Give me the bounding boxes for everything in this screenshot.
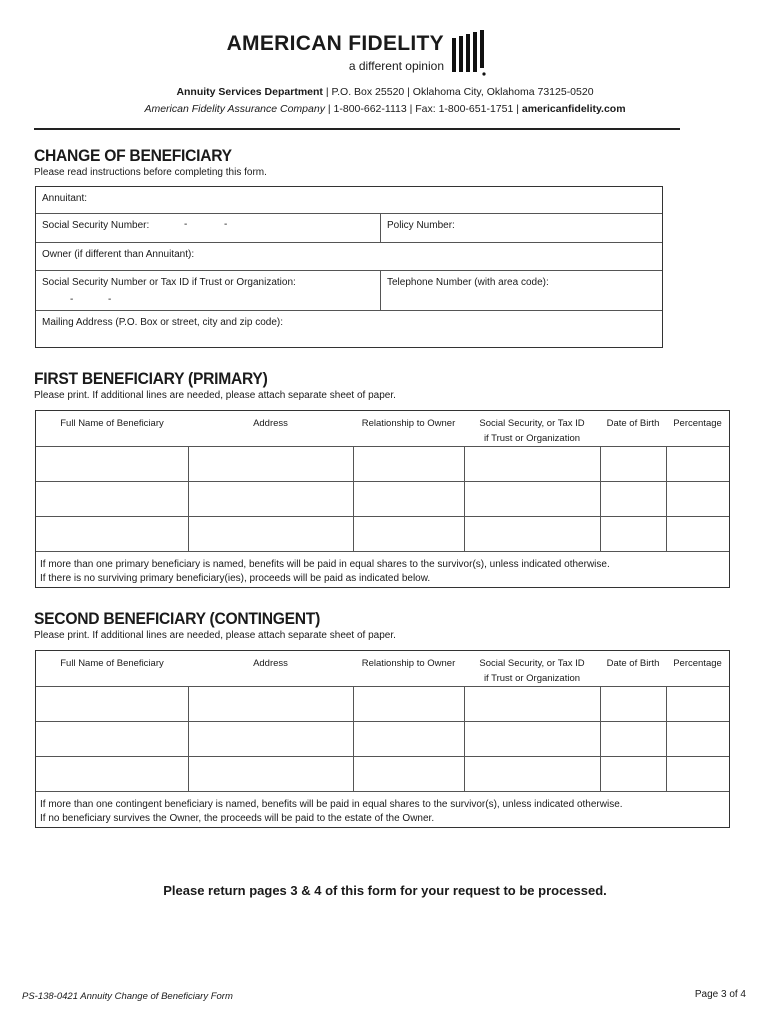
address-cell[interactable] — [188, 687, 353, 721]
relationship-cell[interactable] — [353, 517, 464, 551]
dob-cell[interactable] — [600, 447, 666, 481]
primary-table-note — [36, 551, 729, 587]
company-legal-name: American Fidelity Assurance Company — [144, 103, 325, 115]
address-cell[interactable] — [188, 722, 353, 756]
address-cell[interactable] — [188, 517, 353, 551]
address-cell[interactable] — [188, 757, 353, 791]
company-logo — [222, 30, 502, 78]
return-instruction: Please return pages 3 & 4 of this form for your request to be processed. — [163, 883, 607, 898]
address-cell[interactable] — [188, 482, 353, 516]
percentage-cell[interactable] — [666, 447, 729, 481]
primary-instruction: Please print. If additional lines are needed, please attach separate sheet of paper. — [34, 390, 396, 401]
ssn-dash-2: - — [224, 219, 228, 230]
ssn-cell[interactable] — [464, 482, 600, 516]
dob-cell[interactable] — [600, 517, 666, 551]
header-divider — [34, 128, 680, 130]
col-address: Address — [253, 418, 288, 429]
company-tagline: a different opinion — [348, 59, 444, 73]
department-name: Annuity Services Department — [176, 86, 323, 98]
col-ssn-tax-id: Social Security, or Tax ID if Trust or Organization — [479, 418, 585, 444]
percentage-cell[interactable] — [666, 687, 729, 721]
contingent-beneficiary-title: SECOND BENEFICIARY (CONTINGENT) — [34, 609, 321, 628]
owner-ssn-phone-row — [36, 271, 662, 311]
col-address: Address — [253, 658, 288, 669]
contingent-instruction: Please print. If additional lines are needed, please attach separate sheet of paper. — [34, 630, 396, 641]
owner-label: Owner (if different than Annuitant): — [42, 249, 195, 260]
table-row — [36, 721, 729, 756]
telephone-field[interactable] — [380, 271, 662, 310]
department-address — [0, 86, 770, 98]
ssn-cell[interactable] — [464, 722, 600, 756]
page-number: Page 3 of 4 — [694, 989, 746, 1000]
contingent-note-line-2: If no beneficiary survives the Owner, the proceeds will be paid to the estate of the Owner. — [40, 813, 435, 824]
col-date-of-birth: Date of Birth — [606, 658, 660, 669]
change-of-beneficiary-title: CHANGE OF BENEFICIARY — [34, 146, 232, 165]
col-percentage: Percentage — [673, 418, 722, 429]
change-instruction: Please read instructions before completing this form. — [34, 167, 267, 178]
policy-number-label: Policy Number: — [387, 220, 455, 231]
annuitant-label: Annuitant: — [42, 193, 88, 204]
primary-beneficiary-table — [35, 410, 730, 588]
col-full-name: Full Name of Beneficiary — [60, 418, 164, 429]
table-row — [36, 446, 729, 481]
contingent-table-header — [36, 651, 729, 683]
name-cell[interactable] — [36, 757, 188, 791]
ssn-cell[interactable] — [464, 517, 600, 551]
col-full-name: Full Name of Beneficiary — [60, 658, 164, 669]
percentage-cell[interactable] — [666, 482, 729, 516]
name-cell[interactable] — [36, 482, 188, 516]
ssn-cell[interactable] — [464, 447, 600, 481]
bars-logo-icon — [450, 30, 490, 76]
ssn-dash-1: - — [184, 219, 188, 230]
contingent-note-line-1: If more than one contingent beneficiary is named, benefits will be paid in equal shares to the survivor(s), unless indicated otherwise. — [40, 799, 623, 810]
mailing-address-row — [36, 311, 662, 347]
mailing-address-label: Mailing Address (P.O. Box or street, city and zip code): — [42, 317, 284, 328]
name-cell[interactable] — [36, 722, 188, 756]
website-link[interactable]: americanfidelity.com — [521, 103, 626, 115]
table-row — [36, 481, 729, 516]
dob-cell[interactable] — [600, 722, 666, 756]
col-ssn-tax-id: Social Security, or Tax ID if Trust or Organization — [479, 658, 585, 684]
table-row — [36, 516, 729, 551]
primary-table-header — [36, 411, 729, 443]
table-row — [36, 756, 729, 791]
primary-note-line-1: If more than one primary beneficiary is named, benefits will be paid in equal shares to the survivor(s), unless indicated otherwise. — [40, 559, 610, 570]
phone-fax: | 1-800-662-1113 | Fax: 1-800-651-1751 | — [324, 103, 522, 115]
primary-beneficiary-title: FIRST BENEFICIARY (PRIMARY) — [34, 369, 268, 388]
annuitant-row — [36, 187, 662, 214]
name-cell[interactable] — [36, 517, 188, 551]
owner-row — [36, 243, 662, 271]
percentage-cell[interactable] — [666, 757, 729, 791]
relationship-cell[interactable] — [353, 687, 464, 721]
relationship-cell[interactable] — [353, 722, 464, 756]
owner-ssn-dash-2: - — [108, 294, 112, 305]
postal-address: | P.O. Box 25520 | Oklahoma City, Oklahoma 73125-0520 — [322, 86, 594, 98]
relationship-cell[interactable] — [353, 447, 464, 481]
name-cell[interactable] — [36, 687, 188, 721]
dob-cell[interactable] — [600, 757, 666, 791]
col-percentage: Percentage — [673, 658, 722, 669]
dob-cell[interactable] — [600, 482, 666, 516]
annuitant-ssn-field[interactable] — [36, 214, 380, 242]
ssn-policy-row — [36, 214, 662, 243]
relationship-cell[interactable] — [353, 757, 464, 791]
table-row — [36, 686, 729, 721]
col-relationship: Relationship to Owner — [361, 658, 456, 669]
owner-field[interactable] — [36, 243, 662, 270]
col-relationship: Relationship to Owner — [361, 418, 456, 429]
name-cell[interactable] — [36, 447, 188, 481]
dob-cell[interactable] — [600, 687, 666, 721]
owner-ssn-field[interactable] — [36, 271, 380, 310]
telephone-label: Telephone Number (with area code): — [387, 277, 549, 288]
address-cell[interactable] — [188, 447, 353, 481]
col-date-of-birth: Date of Birth — [606, 418, 660, 429]
ssn-cell[interactable] — [464, 687, 600, 721]
owner-ssn-label: Social Security Number or Tax ID if Trust or Organization: — [42, 277, 296, 288]
company-name: AMERICAN FIDELITY — [226, 32, 444, 55]
contingent-table-note — [36, 791, 729, 827]
owner-ssn-dash-1: - — [70, 294, 74, 305]
form-id: PS-138-0421 Annuity Change of Beneficiary Form — [22, 991, 233, 1002]
policy-number-field[interactable] — [380, 214, 662, 242]
percentage-cell[interactable] — [666, 722, 729, 756]
primary-note-line-2: If there is no surviving primary beneficiary(ies), proceeds will be paid as indicated below. — [40, 573, 431, 584]
ssn-label: Social Security Number: — [42, 220, 150, 231]
mailing-address-field[interactable] — [36, 311, 662, 347]
annuitant-field[interactable] — [36, 187, 662, 213]
contingent-beneficiary-table — [35, 650, 730, 828]
owner-information-box — [35, 186, 663, 348]
ssn-cell[interactable] — [464, 757, 600, 791]
relationship-cell[interactable] — [353, 482, 464, 516]
percentage-cell[interactable] — [666, 517, 729, 551]
company-contact — [0, 103, 770, 115]
